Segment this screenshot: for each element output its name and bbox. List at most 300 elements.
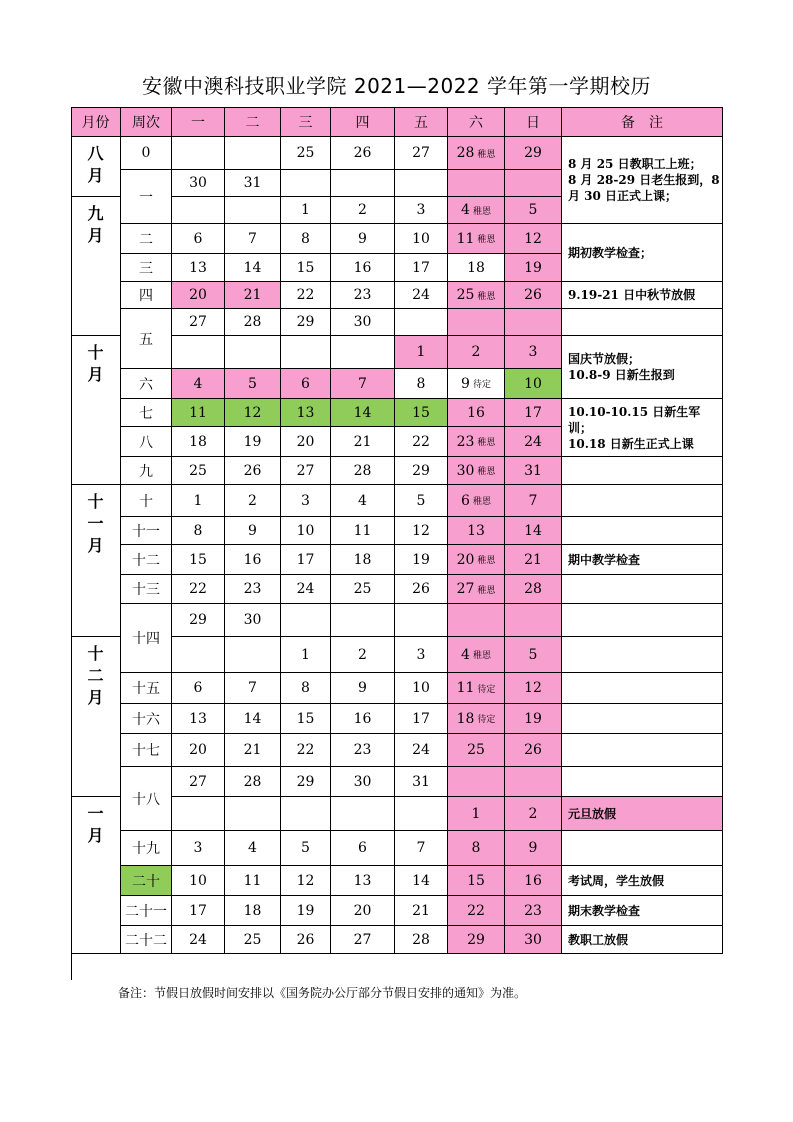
day-cell [448,575,505,604]
month-char: 十 [87,343,104,362]
day-number: 24 [412,287,430,303]
day-cell [448,457,505,485]
day-cell [331,427,395,457]
day-cell [395,767,448,797]
day-number: 30 [189,175,207,191]
month-char: 八 [87,144,104,163]
day-number: 11 [456,230,475,247]
day-cell [448,517,505,545]
day-cell [505,170,562,197]
day-cell [448,896,505,926]
day-number: 14 [353,404,372,421]
day-cell [395,866,448,896]
day-cell [448,767,505,797]
header-cell: 一 [172,107,225,137]
week-cell: 十二 [121,545,172,575]
day-number: 19 [412,551,430,568]
day-cell [505,369,562,399]
day-number: 24 [296,581,315,597]
page-title: 安徽中澳科技职业学院 2021—2022 学年第一学期校历 [141,74,651,98]
week-cell: 十六 [121,704,172,734]
day-cell [448,866,505,896]
day-number: 29 [189,612,207,628]
day-number: 26 [353,145,372,161]
day-number: 21 [412,902,430,919]
header-cell: 五 [395,107,448,137]
day-cell [225,254,281,282]
day-number: 17 [189,902,207,919]
day-cell [331,224,395,254]
day-number: 22 [467,902,485,919]
day-cell [395,604,448,637]
note-cell: 8 月 25 日教职工上班； 8 月 28-29 日老生报到，8 月 30 日正式上课； [562,137,723,224]
day-number: 15 [189,551,207,568]
day-cell [331,254,395,282]
day-cell [281,545,331,575]
week-cell: 十五 [121,673,172,704]
day-number: 26 [524,287,542,303]
day-cell [448,673,505,704]
day-cell [395,704,448,734]
day-cell [448,336,505,369]
day-cell [505,575,562,604]
day-cell [331,197,395,224]
day-number: 13 [296,404,315,421]
day-number: 28 [353,462,372,479]
note-cell: 9.19-21 日中秋节放假 [562,282,723,309]
week-cell: 三 [121,254,172,282]
day-number: 23 [524,902,542,919]
day-cell [448,369,505,399]
day-number: 10 [524,375,542,392]
day-number: 21 [243,742,262,758]
day-number: 18 [456,710,475,727]
day-number: 5 [248,375,257,392]
note-cell: 期初教学检查； [562,224,723,282]
day-cell [395,254,448,282]
day-cell [172,673,225,704]
day-tag: 稚恩 [472,497,491,507]
day-number: 20 [456,551,475,568]
day-cell [448,399,505,427]
day-cell [172,336,225,369]
day-cell [395,517,448,545]
day-cell [172,517,225,545]
day-number: 3 [193,840,203,856]
day-cell [172,896,225,926]
day-cell [281,797,331,831]
day-cell [225,896,281,926]
day-cell [281,517,331,545]
day-number: 1 [301,646,310,663]
day-cell [448,831,505,866]
day-cell [281,831,331,866]
month-char: 月 [87,365,104,384]
day-cell [225,637,281,673]
day-cell [281,637,331,673]
day-number: 31 [524,462,542,479]
day-number: 29 [467,931,485,948]
day-number: 1 [193,492,203,509]
month-char: 一 [87,804,104,823]
header-cell: 四 [331,107,395,137]
day-number: 8 [416,375,426,392]
day-cell [331,767,395,797]
month-char: 二 [87,666,104,685]
day-cell [448,224,505,254]
day-cell [331,485,395,517]
day-number: 30 [243,612,262,628]
day-cell [448,170,505,197]
day-cell [331,734,395,767]
day-number: 5 [416,492,426,509]
day-number: 22 [296,742,315,758]
day-number: 27 [189,773,207,790]
day-cell [172,734,225,767]
day-tag: 稚恩 [477,291,496,302]
day-number: 11 [189,404,207,421]
day-cell [172,427,225,457]
day-cell [281,457,331,485]
day-number: 11 [243,872,262,889]
day-number: 13 [467,522,485,539]
day-cell [331,637,395,673]
month-char: 月 [87,166,104,185]
day-cell [505,282,562,309]
day-number: 28 [412,931,430,948]
day-cell [395,224,448,254]
day-number: 3 [416,646,426,663]
day-number: 4 [461,646,470,663]
day-number: 18 [353,551,372,568]
month-char: 十 [87,492,104,511]
day-number: 13 [353,872,372,889]
day-number: 17 [524,404,542,421]
day-number: 16 [353,710,372,727]
month-cell [71,197,121,336]
day-cell [448,137,505,170]
month-char: 一 [87,514,104,533]
day-cell [225,457,281,485]
day-number: 9 [358,680,367,696]
day-cell [505,866,562,896]
day-cell [225,866,281,896]
month-char: 十 [87,644,104,663]
day-number: 3 [301,492,310,509]
day-number: 6 [358,840,367,856]
day-cell [172,399,225,427]
day-number: 6 [461,492,470,509]
day-cell [395,137,448,170]
day-cell [281,926,331,954]
note-cell: 10.10-10.15 日新生军训； 10.18 日新生正式上课 [562,399,723,457]
day-number: 14 [412,872,430,889]
note-cell: 国庆节放假； 10.8-9 日新生报到 [562,336,723,399]
day-number: 21 [243,287,262,303]
note-cell: 期末教学检查 [562,896,723,926]
day-cell [331,399,395,427]
day-tag: 稚恩 [477,556,496,566]
day-tag: 待定 [477,715,496,725]
header-cell: 周次 [121,107,172,137]
day-cell [448,604,505,637]
day-number: 10 [412,230,430,247]
note-cell: 考试周，学生放假 [562,866,723,896]
day-number: 4 [248,840,257,856]
day-number: 4 [193,375,203,392]
day-cell [172,604,225,637]
day-cell [395,369,448,399]
day-cell [395,575,448,604]
day-cell [395,673,448,704]
month-char: 月 [87,688,104,707]
day-cell [331,797,395,831]
day-number: 28 [243,314,262,330]
day-cell [331,604,395,637]
day-number: 6 [193,230,203,247]
day-tag: 待定 [472,380,491,390]
note-cell [562,704,723,734]
month-cell [71,797,121,954]
day-number: 25 [189,462,207,479]
day-cell [225,797,281,831]
day-number: 23 [353,287,372,303]
day-number: 1 [416,344,426,360]
day-cell [281,866,331,896]
day-cell [172,704,225,734]
note-cell [562,457,723,485]
day-cell [395,427,448,457]
day-number: 2 [248,492,257,509]
day-number: 19 [296,902,315,919]
day-cell [505,797,562,831]
day-number: 5 [528,202,538,218]
day-cell [395,831,448,866]
day-number: 2 [358,202,367,218]
day-cell [225,137,281,170]
header-cell: 日 [505,107,562,137]
day-cell [225,197,281,224]
day-cell [448,704,505,734]
day-number: 19 [524,710,542,727]
day-number: 8 [471,840,481,856]
day-number: 12 [243,404,262,421]
day-cell [448,926,505,954]
day-cell [281,224,331,254]
day-cell [225,604,281,637]
day-number: 10 [189,872,207,889]
day-number: 8 [193,522,203,539]
day-cell [448,282,505,309]
day-number: 29 [296,773,315,790]
day-number: 29 [296,314,315,330]
day-cell [448,254,505,282]
day-number: 27 [296,462,315,479]
month-char: 月 [87,536,104,555]
day-cell [331,704,395,734]
day-number: 19 [524,259,542,276]
month-cell [71,336,121,485]
day-cell [395,197,448,224]
day-number: 13 [189,710,207,727]
day-cell [331,831,395,866]
week-cell: 一 [121,170,172,224]
day-cell [395,545,448,575]
day-number: 23 [456,433,475,450]
day-cell [172,575,225,604]
day-number: 16 [524,872,542,889]
day-number: 11 [456,680,475,696]
day-cell [281,767,331,797]
day-number: 18 [243,902,262,919]
day-number: 24 [524,433,542,450]
day-number: 3 [528,344,538,360]
day-cell [395,282,448,309]
week-cell: 十一 [121,517,172,545]
header-cell: 二 [225,107,281,137]
day-cell [505,896,562,926]
day-number: 28 [456,145,475,161]
day-cell [172,926,225,954]
day-number: 6 [193,680,203,696]
day-number: 15 [296,710,315,727]
day-number: 21 [524,551,542,568]
week-cell: 二十一 [121,896,172,926]
header-cell: 月份 [71,107,121,137]
note-cell [562,604,723,637]
day-cell [505,224,562,254]
header-cell: 备 注 [562,107,723,137]
day-cell [172,831,225,866]
day-cell [172,485,225,517]
day-cell [172,282,225,309]
day-cell [281,427,331,457]
note-cell [562,517,723,545]
month-cell [71,485,121,637]
day-cell [281,485,331,517]
day-number: 14 [243,259,262,276]
day-cell [225,282,281,309]
day-cell [448,734,505,767]
note-cell [562,767,723,797]
week-cell: 二十二 [121,926,172,954]
day-cell [172,767,225,797]
day-tag: 稚恩 [472,206,491,217]
day-number: 7 [528,492,538,509]
day-cell [172,369,225,399]
day-cell [281,336,331,369]
day-cell [395,896,448,926]
note-cell: 教职工放假 [562,926,723,954]
day-number: 14 [524,522,542,539]
day-number: 31 [243,175,262,191]
day-cell [395,457,448,485]
day-cell [395,309,448,336]
day-number: 20 [353,902,372,919]
day-cell [225,336,281,369]
day-cell [281,604,331,637]
day-number: 18 [467,259,485,276]
day-number: 26 [243,462,262,479]
day-cell [225,224,281,254]
day-number: 9 [248,522,257,539]
day-cell [505,604,562,637]
week-cell: 十九 [121,831,172,866]
note-cell: 期中教学检查 [562,545,723,575]
day-number: 12 [524,230,542,247]
note-cell [562,831,723,866]
day-number: 15 [296,259,315,276]
note-cell [562,309,723,336]
day-cell [225,767,281,797]
day-cell [331,866,395,896]
day-cell [225,170,281,197]
day-cell [448,309,505,336]
day-number: 27 [456,581,475,597]
day-cell [172,545,225,575]
day-cell [225,704,281,734]
day-cell [172,457,225,485]
day-cell [281,137,331,170]
day-cell [172,137,225,170]
day-number: 15 [467,872,485,889]
day-number: 29 [412,462,430,479]
note-cell [562,673,723,704]
day-cell [172,254,225,282]
week-cell: 二十 [121,866,172,896]
day-cell [395,399,448,427]
day-cell [281,896,331,926]
day-cell [448,545,505,575]
day-cell [505,545,562,575]
day-cell [331,369,395,399]
day-cell [281,170,331,197]
day-cell [505,767,562,797]
day-number: 28 [243,773,262,790]
week-cell: 五 [121,309,172,369]
day-cell [331,575,395,604]
day-number: 24 [412,742,430,758]
day-number: 16 [243,551,262,568]
day-cell [281,309,331,336]
day-number: 26 [524,742,542,758]
footnote: 备注：节假日放假时间安排以《国务院办公厅部分节假日安排的通知》为准。 [118,986,527,1000]
day-number: 17 [296,551,315,568]
day-cell [331,137,395,170]
day-cell [225,485,281,517]
day-cell [395,797,448,831]
day-number: 9 [528,840,538,856]
day-cell [225,831,281,866]
day-number: 9 [461,375,470,392]
day-cell [505,254,562,282]
day-cell [172,309,225,336]
day-cell [448,197,505,224]
day-number: 27 [353,931,372,948]
day-cell [281,399,331,427]
day-cell [225,309,281,336]
day-cell [505,637,562,673]
note-cell [562,485,723,517]
day-number: 5 [301,840,310,856]
day-tag: 稚恩 [472,651,491,661]
day-number: 29 [524,145,542,161]
week-cell: 六 [121,369,172,399]
day-number: 3 [416,202,426,218]
day-cell [505,734,562,767]
day-number: 20 [189,287,207,303]
week-cell: 七 [121,399,172,427]
